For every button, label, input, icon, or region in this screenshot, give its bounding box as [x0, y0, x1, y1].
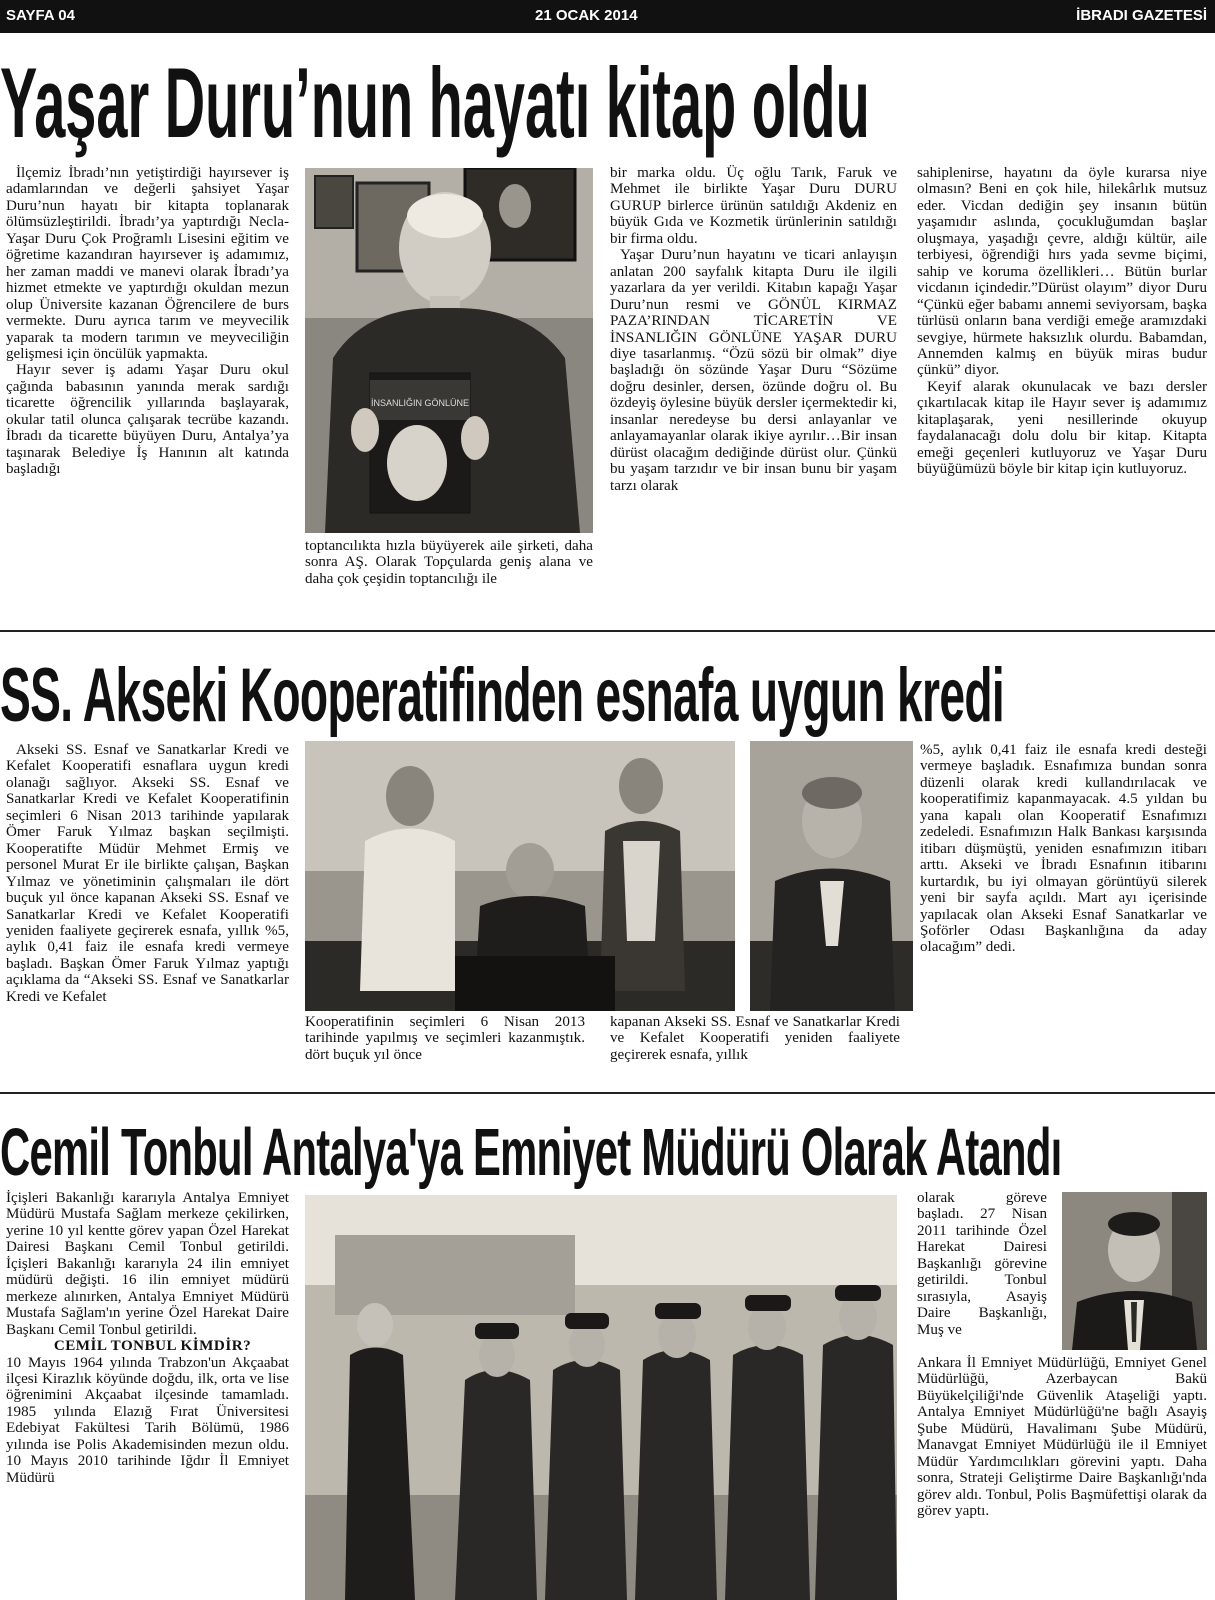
article3-paragraph: 10 Mayıs 1964 yılında Trabzon'un Akçaabat ilçesi Kirazlık köyünde doğdu, ilk, orta ve lise öğrenimini Akçaabat ilçesinde tamamladı. 1985 yılında Elazığ Fırat Üniversitesi Edebiyat Fakültesi Tarih Bölümü, 1986 yılında ise Polis Akademisinden mezun oldu. 10 Mayıs 2010 tarihinde Iğdır İl Emniyet Müdürü	[6, 1354, 289, 1486]
article2-column-4	[920, 742, 1207, 1062]
article2-photo-portrait	[750, 741, 913, 1011]
article1-paragraph: sahiplenirse, hayatını da öyle kurarsa niye olmasın? Beni en çok hile, hilekârlık mutsuz eder. Vicdan dediğin şey insanın bütün yaşamıdır aslında, çocukluğumdan başlar oluşmaya, yaşadığı çevre, aldığı kültür, aile terbiyesi, öğrendiği hırs yada sevme biçimi, sahip ve koruma özellikleri… Bütün burlar vicdanın içindedir.”Dürüst olayım” diyor Duru “Çünkü eğer babamı annemi seviyorsam, başka türlüsü onların bana verdiği emeğe aramızdaki sevgiye, hürmete haksızlık olurdu. Babamdan, Annemden kalmış en büyük miras budur çünkü” diyor.	[917, 165, 1207, 379]
article1-paragraph: Keyif alarak okunulacak ve bazı dersler çıkartılacak kitap ile Hayır sever iş adamımız kitaplaşarak, yeni nesillerinde okuyup faydalanacağı dolu dolu bir kitap. Kitapta emeği geçenleri kutluyoruz ve Yaşar Duru büyüğümüzü böyle bir kitap için kutluyoruz.	[917, 378, 1207, 478]
article2-paragraph: %5, aylık 0,41 faiz ile esnafa kredi desteği vermeye başladık. Esnafımıza bundan sonra düzenli olarak kredi kullandırılacak ve kooperatifimiz kapanmayacak. 4.5 yıldan bu yana kapalı olan Kooperatif Esnafımızı zedeledi. Esnafımızın Halk Bankası karşısında itibarı düşmüştü, yeniden esnafımızın itibarı arttı. Akseki ve İbradı Esnafının itibarını kurtardık, bu iyi olmayan görüntüyü silerek yeni bir sayfa açıldı. Mart ayı içerisinde yapılacak olan Akseki Esnaf Sanatkarlar ve Şoförler Odası Başkanlığına da aday olacağım” dedi.	[920, 742, 1207, 956]
page-number: SAYFA 04	[6, 7, 75, 24]
article2-paragraph: Kooperatifinin seçimleri 6 Nisan 2013 tarihinde yapılmış ve seçimleri kazanmıştık. dört buçuk yıl önce	[305, 1014, 585, 1063]
article1-paragraph: toptancılıkta hızla büyüyerek aile şirketi, daha sonra AŞ. Olarak Topçularda geniş alana ve daha çok çeşidin toptancılığı ile	[305, 538, 593, 587]
article1-column-3	[610, 165, 897, 595]
article3-headline: Cemil Tonbul Antalya'ya Emniyet Müdürü Olarak Atandı	[0, 1115, 1062, 1190]
article1-photo-man-with-book	[305, 168, 593, 533]
article3-column-3-narrow	[917, 1190, 1047, 1351]
article1-headline: Yaşar Duru’nun hayatı kitap oldu	[0, 48, 870, 159]
article2-headline: SS. Akseki Kooperatifinden esnafa uygun kredi	[0, 652, 1004, 738]
article3-photo-handshake	[305, 1195, 897, 1600]
newspaper-name: İBRADI GAZETESİ	[1076, 7, 1207, 24]
article2-paragraph: Akseki SS. Esnaf ve Sanatkarlar Kredi ve Kefalet Kooperatifi esnaflara uygun kredi olanağı sağlıyor. Akseki SS. Esnaf ve Sanatkarlar Kredi ve Kefalet Kooperatifinin seçimleri 6 Nisan 2013 tarihinde yapılarak Ömer Faruk Yılmaz başkan seçilmişti. Kooperatifte Müdür Mehmet Ermiş ve personel Murat Er ile birlikte çalışan, Başkan Yılmaz ve yönetiminin çalışmaları ile dört buçuk yıl önce kapanan Akseki SS. Esnaf ve Sanatkarlar Kredi ve Kefalet Kooperatifi yeniden faaliyete geçirerek esnafa, yıllık %5, aylık 0,41 faiz ile esnafa kredi vermeye başladı. Başkan Ömer Faruk Yılmaz yaptığı açıklama da “Akseki SS. Esnaf ve Sanatkarlar Kredi ve Kefalet	[6, 742, 289, 1005]
article3-photo-portrait	[1062, 1192, 1207, 1350]
article1-paragraph: Hayır sever iş adamı Yaşar Duru okul çağında babasının yanında merak sardığı ticarette öğrencilik yıllarında başlayarak, okular tatil olunca çalışarak tecrübe kazandı. İbradı da ticarette büyüyen Duru, Antalya’ya taşınarak Belediye İş Hanının alt katında başladığı	[6, 362, 289, 478]
article2-column-3	[610, 1014, 900, 1066]
article1-paragraph: bir marka oldu. Üç oğlu Tarık, Faruk ve Mehmet ile birlikte Yaşar Duru DURU GURUP birlerce ürünün satıldığı Akdeniz en büyük Gıda ve Kozmetik ürünlerinin satıldığı bir firma oldu.	[610, 165, 897, 247]
article3-column-3-full	[917, 1355, 1207, 1600]
article1-column-4	[917, 165, 1207, 595]
article2-photo-group	[305, 741, 735, 1011]
article2-column-1	[6, 742, 289, 1078]
book-cover-title: İNSANLIĞIN GÖNLÜNE	[370, 398, 470, 408]
article3-paragraph: Ankara İl Emniyet Müdürlüğü, Emniyet Genel Müdürlüğü, Azerbaycan Bakü Büyükelçiliği'nde Güvenlik Ataşeliği yaptı. Antalya Emniyet Müdürlüğü'ne bağlı Asayiş Şube Müdürü, Havalimanı Şube Müdürü, Manavgat Emniyet Müdürlüğü ile il Emniyet Müdür Yardımcılıkları görevini yaptı. Daha sonra, Strateji Geliştirme Daire Başkanlığı'nda görev aldı. Tonbul, Polis Başmüfettişi olarak da görev yaptı.	[917, 1355, 1207, 1520]
article1-column-2	[305, 538, 593, 598]
issue-date: 21 OCAK 2014	[535, 7, 638, 24]
article3-column-1	[6, 1190, 289, 1600]
article2-paragraph: kapanan Akseki SS. Esnaf ve Sanatkarlar Kredi ve Kefalet Kooperatifi yeniden faaliyete geçirerek esnafa, yıllık	[610, 1014, 900, 1063]
section-divider	[0, 630, 1215, 632]
section-divider	[0, 1092, 1215, 1094]
masthead-bar	[0, 0, 1215, 33]
article2-column-2	[305, 1014, 585, 1066]
article3-paragraph: İçişleri Bakanlığı kararıyla Antalya Emniyet Müdürü Mustafa Sağlam merkeze çekilirken, yerine 10 yıl kentte görev yapan Özel Harekat Dairesi Başkanı Cemil Tonbul getirildi. İçişleri Bakanlığı kararıyla 24 ilin emniyet müdürü değişti. 16 ilin emniyet müdürü merkeze alınırken, Antalya Emniyet Müdürü Mustafa Sağlam'ın yerine Özel Harekat Daire Başkanı Cemil Tonbul getirildi.	[6, 1190, 289, 1338]
article1-column-1	[6, 165, 289, 595]
article1-paragraph: İlçemiz İbradı’nın yetiştirdiği hayırsever iş adamlarından ve değerli şahsiyet Yaşar Duru’nun hayatı bir kitapta toplanarak ölümsüzleştirildi. İbradı’ya yaptırdığı Necla- Yaşar Duru Çok Proğramlı Lisesini eğitim ve öğretime kazandıran hayırsever iş adamımız, her zaman maddi ve manevi olarak İbradı’ya hizmet etmekte ve yaptırdığı okuldan mezun olup Üniversite kazanan Öğrencilere de burs vermekte. Duru ayrıca tarım ve meyvecilik yaparak ta modern tarımın ve meyveciliğin gelişmesi için öncülük yapmakta.	[6, 165, 289, 362]
article3-subheading: CEMİL TONBUL KİMDİR?	[53, 1338, 252, 1355]
article1-paragraph: Yaşar Duru’nun hayatını ve ticari anlayışın anlatan 200 sayfalık kitapta Duru ile ilgili yazarlara da yer verildi. Kitabın kapağı Yaşar Duru’nun resmi ve GÖNÜL KIRMAZ PAZA’RINDAN TİCARETİN VE İNSANLIĞIN GÖNLÜNE YAŞAR DURU diye tasarlanmış. “Özü sözü bir olmak” diye başladığı ön sözünde Yaşar Duru “Sözüme doğru desinler, dersen, özünde doğru ol. Bu özdeyiş öylesine büyük dersler içermektedir ki, insanlar neredeyse bu dersi anlayanlar ve anlayamayanlar olarak ikiye ayrılır…Bir insan dürüst olacağım dediğinde dürüst olur. Çünkü bu yaşam tarzıdır ve bir insan bunu bir yaşam tarzı olarak	[610, 247, 897, 494]
article3-paragraph: olarak göreve başladı. 27 Nisan 2011 tarihinde Özel Harekat Dairesi Başkanlığı görevine getirildi. Tonbul sırasıyla, Asayiş Daire Başkanlığı, Muş ve	[917, 1190, 1047, 1338]
